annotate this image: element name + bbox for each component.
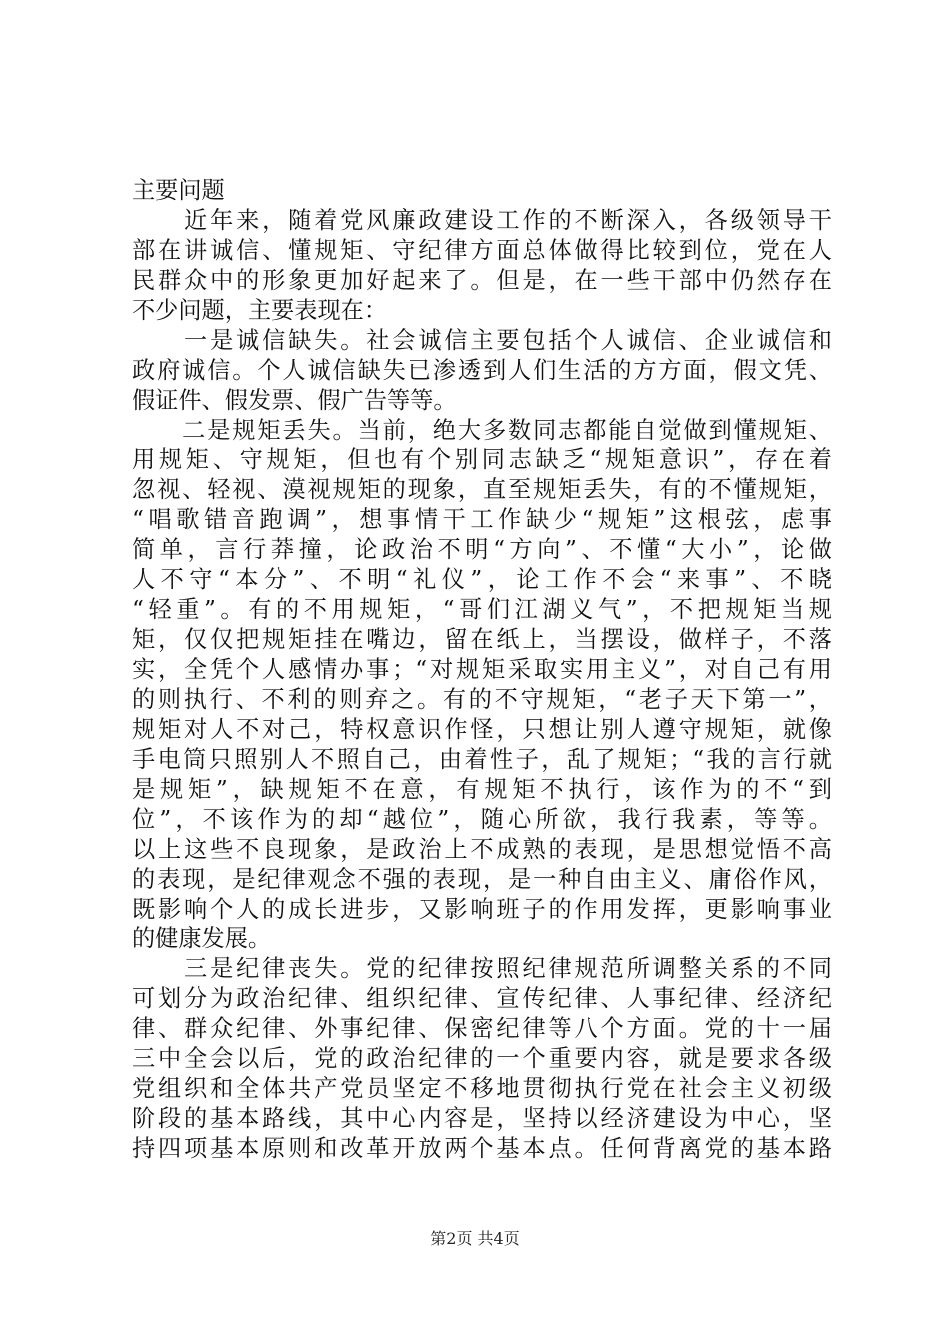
paragraph-line: 律、群众纪律、外事纪律、保密纪律等八个方面。党的十一届 (132, 1015, 832, 1042)
page-number-footer: 第2页 共4页 (430, 1229, 520, 1248)
paragraph-line: 的表现，是纪律观念不强的表现，是一种自由主义、庸俗作风， (132, 866, 832, 893)
paragraph-line: 三中全会以后，党的政治纪律的一个重要内容，就是要求各级 (132, 1045, 832, 1072)
paragraph-line: 民群众中的形象更加好起来了。但是，在一些干部中仍然存在 (132, 267, 832, 294)
section-heading: 主要问题 (132, 177, 225, 204)
paragraph-line: 党组织和全体共产党员坚定不移地贯彻执行党在社会主义初级 (132, 1075, 832, 1102)
paragraph-line: 三是纪律丧失。党的纪律按照纪律规范所调整关系的不同 (132, 955, 832, 982)
paragraph-line: 政府诚信。个人诚信缺失已渗透到人们生活的方方面，假文凭、 (132, 357, 832, 384)
paragraph-line: 以上这些不良现象，是政治上不成熟的表现，是思想觉悟不高 (132, 836, 832, 863)
paragraph-line: 部在讲诚信、懂规矩、守纪律方面总体做得比较到位，党在人 (132, 237, 832, 264)
paragraph-line: 规矩对人不对己，特权意识作怪，只想让别人遵守规矩，就像 (132, 716, 832, 743)
paragraph-line: 阶段的基本路线，其中心内容是，坚持以经济建设为中心，坚 (132, 1105, 832, 1132)
paragraph-line: 既影响个人的成长进步，又影响班子的作用发挥，更影响事业 (132, 896, 832, 923)
paragraph-line: 矩，仅仅把规矩挂在嘴边，留在纸上，当摆设，做样子，不落 (132, 626, 832, 653)
paragraph-line: 用规矩、守规矩，但也有个别同志缺乏“规矩意识”，存在着 (132, 446, 832, 473)
paragraph-line: “轻重”。有的不用规矩，“哥们江湖义气”，不把规矩当规 (132, 596, 832, 623)
paragraph-line: 忽视、轻视、漠视规矩的现象，直至规矩丢失，有的不懂规矩， (132, 476, 832, 503)
paragraph-line: 可划分为政治纪律、组织纪律、宣传纪律、人事纪律、经济纪 (132, 985, 832, 1012)
paragraph-line: 人不守“本分”、不明“礼仪”，论工作不会“来事”、不晓 (132, 566, 832, 593)
paragraph-line: 手电筒只照别人不照自己，由着性子，乱了规矩；“我的言行就 (132, 746, 832, 773)
paragraph-line: 的健康发展。 (132, 925, 272, 952)
paragraph-line: 位”，不该作为的却“越位”，随心所欲，我行我素，等等。 (132, 806, 832, 833)
paragraph-line: “唱歌错音跑调”，想事情干工作缺少“规矩”这根弦，虑事 (132, 506, 832, 533)
paragraph-line: 持四项基本原则和改革开放两个基本点。任何背离党的基本路 (132, 1135, 832, 1162)
paragraph-line: 实，全凭个人感情办事；“对规矩采取实用主义”，对自己有用 (132, 656, 832, 683)
paragraph-line: 不少问题，主要表现在： (132, 297, 388, 324)
paragraph-line: 假证件、假发票、假广告等等。 (132, 387, 457, 414)
paragraph-line: 是规矩”，缺规矩不在意，有规矩不执行，该作为的不“到 (132, 776, 832, 803)
paragraph-line: 简单，言行莽撞，论政治不明“方向”、不懂“大小”，论做 (132, 536, 832, 563)
paragraph-line: 二是规矩丢失。当前，绝大多数同志都能自觉做到懂规矩、 (132, 417, 832, 444)
paragraph-line: 一是诚信缺失。社会诚信主要包括个人诚信、企业诚信和 (132, 327, 832, 354)
paragraph-line: 近年来，随着党风廉政建设工作的不断深入，各级领导干 (132, 207, 832, 234)
paragraph-line: 的则执行、不利的则弃之。有的不守规矩，“老子天下第一”， (132, 686, 832, 713)
